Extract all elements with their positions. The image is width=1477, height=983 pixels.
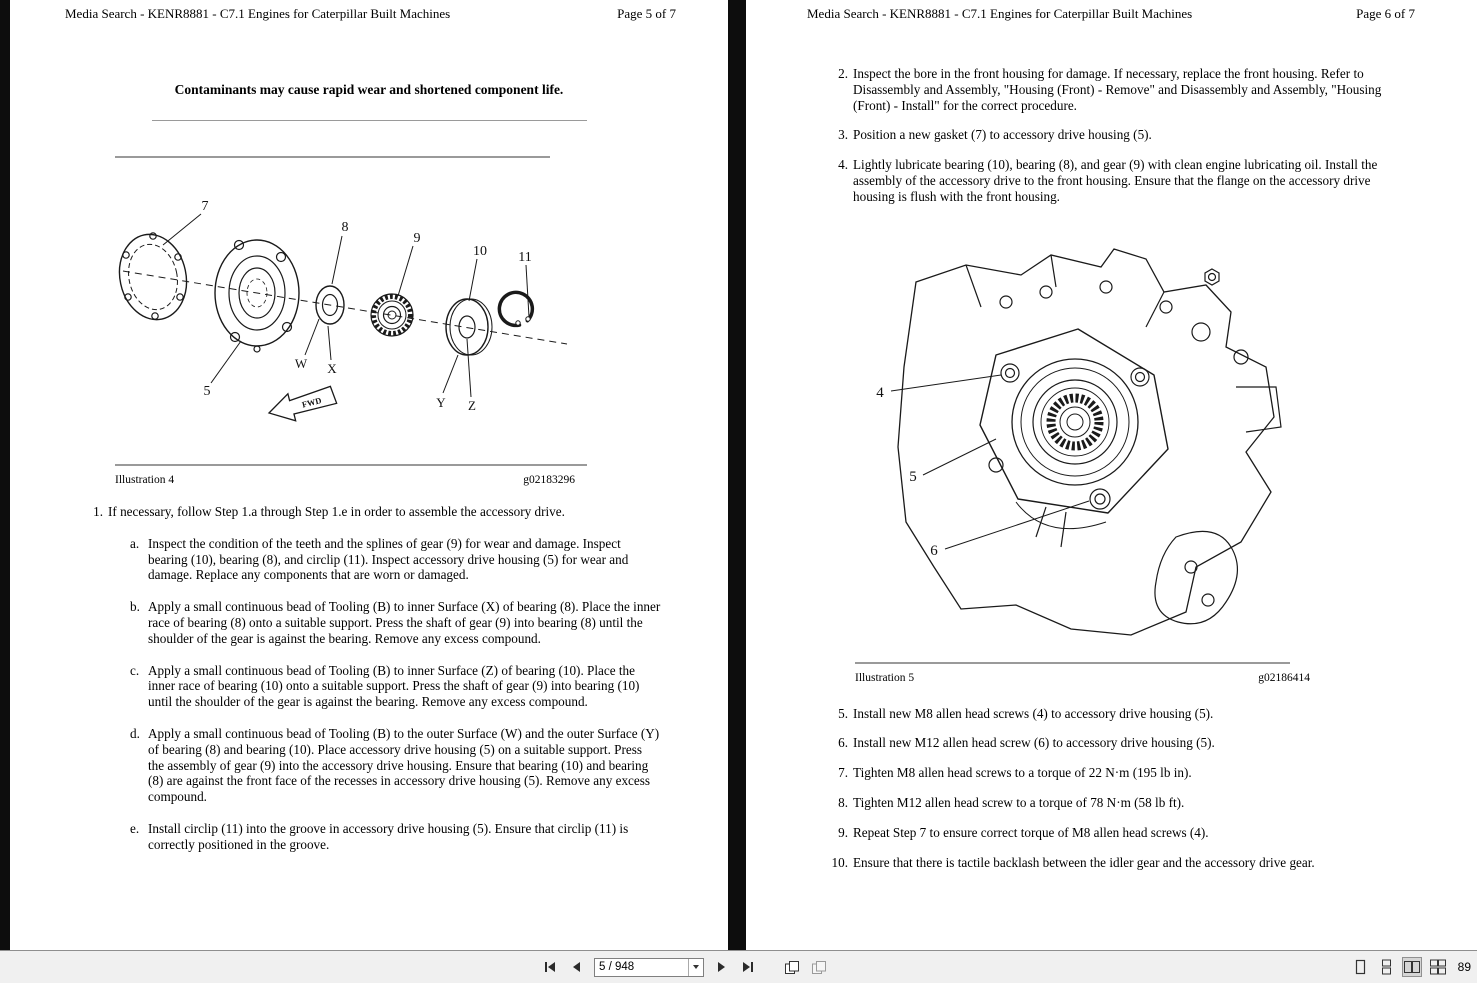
- page-navigation-controls: [540, 957, 829, 977]
- header-page-number: Page 6 of 7: [1356, 6, 1415, 21]
- next-page-button[interactable]: [711, 957, 731, 977]
- page-dropdown-button[interactable]: [688, 959, 703, 976]
- pages-overlap-button[interactable]: [782, 957, 802, 977]
- page-header-right: [746, 0, 1477, 22]
- divider: [115, 464, 587, 466]
- page-layout-controls: [1350, 957, 1471, 977]
- step-text: Tighten M12 allen head screw to a torque of 78 N·m (58 lb ft).: [853, 794, 1185, 810]
- divider: [855, 662, 1290, 664]
- previous-page-button[interactable]: [567, 957, 587, 977]
- part-label-11: 11: [518, 250, 532, 265]
- first-page-icon: [543, 960, 557, 974]
- divider: [152, 120, 587, 121]
- step-number: 3.: [838, 127, 848, 143]
- step-list-right-bottom: [824, 706, 1477, 871]
- single-page-view-button[interactable]: [1350, 957, 1370, 977]
- previous-page-icon: [570, 960, 584, 974]
- step-number: 7.: [838, 765, 848, 781]
- step-text: Lightly lubricate bearing (10), bearing (8), and gear (9) with clean engine lubricating oil. Install the assembly of the accessory drive to the front housing. Ensure that the flange on the accessory drive housing is flush with the front housing.: [853, 157, 1378, 204]
- illustration-5-caption-row: [855, 672, 1310, 684]
- step-number: 10.: [831, 854, 848, 870]
- substep-item: [86, 726, 728, 805]
- step-text: Position a new gasket (7) to accessory drive housing (5).: [853, 127, 1152, 143]
- divider: [115, 156, 550, 158]
- pages-overlap-light-icon: [811, 960, 827, 975]
- substep-letter: d.: [130, 725, 140, 741]
- illustration-4-caption-row: [115, 474, 575, 486]
- part-label-6: 6: [930, 542, 938, 559]
- header-title: Media Search - KENR8881 - C7.1 Engines for Caterpillar Built Machines: [65, 6, 451, 21]
- surface-label-x: X: [327, 361, 337, 376]
- step-text: Install new M12 allen head screw (6) to accessory drive housing (5).: [853, 735, 1215, 751]
- fwd-arrow-label: FWD: [300, 395, 323, 410]
- step-item: [824, 66, 1477, 113]
- part-label-9: 9: [413, 231, 421, 246]
- part-label-8: 8: [341, 220, 349, 235]
- page-number-input[interactable]: [595, 961, 688, 973]
- page-header-left: [10, 0, 728, 22]
- substep-letter: a.: [130, 535, 140, 551]
- continuous-view-icon: [1378, 959, 1394, 975]
- substep-text: Apply a small continuous bead of Tooling (B) to the outer Surface (W) and the outer Surface (Y) of bearing (8) and bearing (10). Place accessory drive housing (5) on a suitable support. Press the assembly of gear (9) into the accessory drive housing. Ensure that bearing (10) and bearing (8) are against the front face of the recesses in accessory drive housing (5). Remove any excess compound.: [148, 725, 660, 805]
- two-page-view-icon: [1404, 959, 1420, 975]
- step-text: Repeat Step 7 to ensure correct torque of M8 allen head screws (4).: [853, 824, 1209, 840]
- step-item: [824, 127, 1477, 143]
- part-label-5: 5: [909, 468, 917, 485]
- substep-text: Apply a small continuous bead of Tooling (B) to inner Surface (Z) of bearing (10). Place the inner race of bearing (10) onto a suitable support. Press the shaft of gear (9) into bearing (10) until the shoulder of the gear is against the bearing. Remove any excess compound.: [148, 662, 640, 710]
- substep-letter: b.: [130, 599, 140, 615]
- step-number: 6.: [838, 735, 848, 751]
- two-page-continuous-view-icon: [1430, 959, 1446, 975]
- header-title: Media Search - KENR8881 - C7.1 Engines for Caterpillar Built Machines: [807, 6, 1193, 21]
- substep-item: [86, 599, 728, 646]
- two-page-view-button[interactable]: [1402, 957, 1422, 977]
- header-page-number: Page 5 of 7: [617, 6, 676, 21]
- surface-label-w: W: [294, 356, 308, 371]
- substep-item: [86, 536, 728, 583]
- first-page-button[interactable]: [540, 957, 560, 977]
- two-page-continuous-view-button[interactable]: [1428, 957, 1448, 977]
- step-item: [824, 706, 1477, 722]
- part-label-10: 10: [473, 244, 487, 259]
- substep-item: [86, 663, 728, 710]
- last-page-button[interactable]: [738, 957, 758, 977]
- step-item: [824, 157, 1477, 204]
- part-label-7: 7: [201, 199, 209, 214]
- step-item: [824, 825, 1477, 841]
- step-number: 1.: [93, 504, 103, 519]
- step-list-right-top: [824, 66, 1477, 205]
- surface-label-z: Z: [468, 398, 476, 413]
- step-list-left: [86, 504, 728, 853]
- surface-label-y: Y: [436, 395, 446, 410]
- next-page-icon: [714, 960, 728, 974]
- substep-text: Inspect the condition of the teeth and the splines of gear (9) for wear and damage. Inspect bearing (10), bearing (8), and circlip (11). Inspect accessory drive housing (5) for wear and damage. Replace any components that are worn or damaged.: [148, 535, 629, 583]
- last-page-icon: [741, 960, 755, 974]
- substep-text: Install circlip (11) into the groove in accessory drive housing (5). Ensure that circlip (11) is correctly positioned in the groove.: [148, 820, 629, 852]
- document-page-right: [746, 0, 1477, 950]
- step-number: 5.: [838, 705, 848, 721]
- step-text: Inspect the bore in the front housing for damage. If necessary, replace the front housing. Refer to Disassembly and Assembly, "Housing (Front) - Remove" and Disassembly and Assembly, "Housing (Front) - Install" for the correct procedure.: [853, 66, 1382, 113]
- substep-letter: c.: [130, 662, 140, 678]
- step-item: [824, 795, 1477, 811]
- part-label-5: 5: [203, 384, 211, 399]
- step-text: If necessary, follow Step 1.a through Step 1.e in order to assemble the accessory drive.: [108, 504, 565, 519]
- step-number: 8.: [838, 794, 848, 810]
- zoom-value: 89: [1457, 960, 1471, 974]
- warning-text: Contaminants may cause rapid wear and shortened component life.: [174, 82, 564, 97]
- part-label-4: 4: [876, 384, 884, 401]
- substep-letter: e.: [130, 820, 140, 836]
- step-number: 2.: [838, 66, 848, 81]
- viewer-toolbar: [0, 950, 1477, 983]
- substep-item: [86, 821, 728, 853]
- substep-text: Apply a small continuous bead of Tooling (B) to inner Surface (X) of bearing (8). Place the inner race of bearing (8) onto a suitable support. Press the shaft of gear (9) into bearing (8) until the shoulder of the gear is against the bearing. Remove any excess compound.: [148, 599, 661, 646]
- step-item: [824, 735, 1477, 751]
- step-text: Tighten M8 allen head screws to a torque of 22 N·m (195 lb in).: [853, 765, 1192, 781]
- step-item: [824, 855, 1477, 871]
- pages-overlap-light-button[interactable]: [809, 957, 829, 977]
- illustration-4-exploded-view: [105, 165, 605, 455]
- single-page-view-icon: [1352, 959, 1368, 975]
- step-item: [86, 504, 728, 520]
- chevron-down-icon: [693, 965, 699, 969]
- step-number: 9.: [838, 824, 848, 840]
- illustration-5-front-housing: [846, 237, 1316, 652]
- step-text: Install new M8 allen head screws (4) to accessory drive housing (5).: [853, 705, 1214, 721]
- continuous-view-button[interactable]: [1376, 957, 1396, 977]
- illustration-code: g02186414: [1258, 671, 1310, 684]
- illustration-caption: Illustration 5: [855, 671, 915, 684]
- page-number-box: [594, 958, 704, 977]
- illustration-caption: Illustration 4: [115, 474, 175, 486]
- illustration-code: g02183296: [523, 474, 575, 486]
- step-text: Ensure that there is tactile backlash between the idler gear and the accessory drive gear.: [853, 854, 1315, 870]
- document-page-left: [10, 0, 728, 950]
- step-number: 4.: [838, 157, 848, 173]
- step-item: [824, 765, 1477, 781]
- pages-overlap-icon: [784, 960, 800, 975]
